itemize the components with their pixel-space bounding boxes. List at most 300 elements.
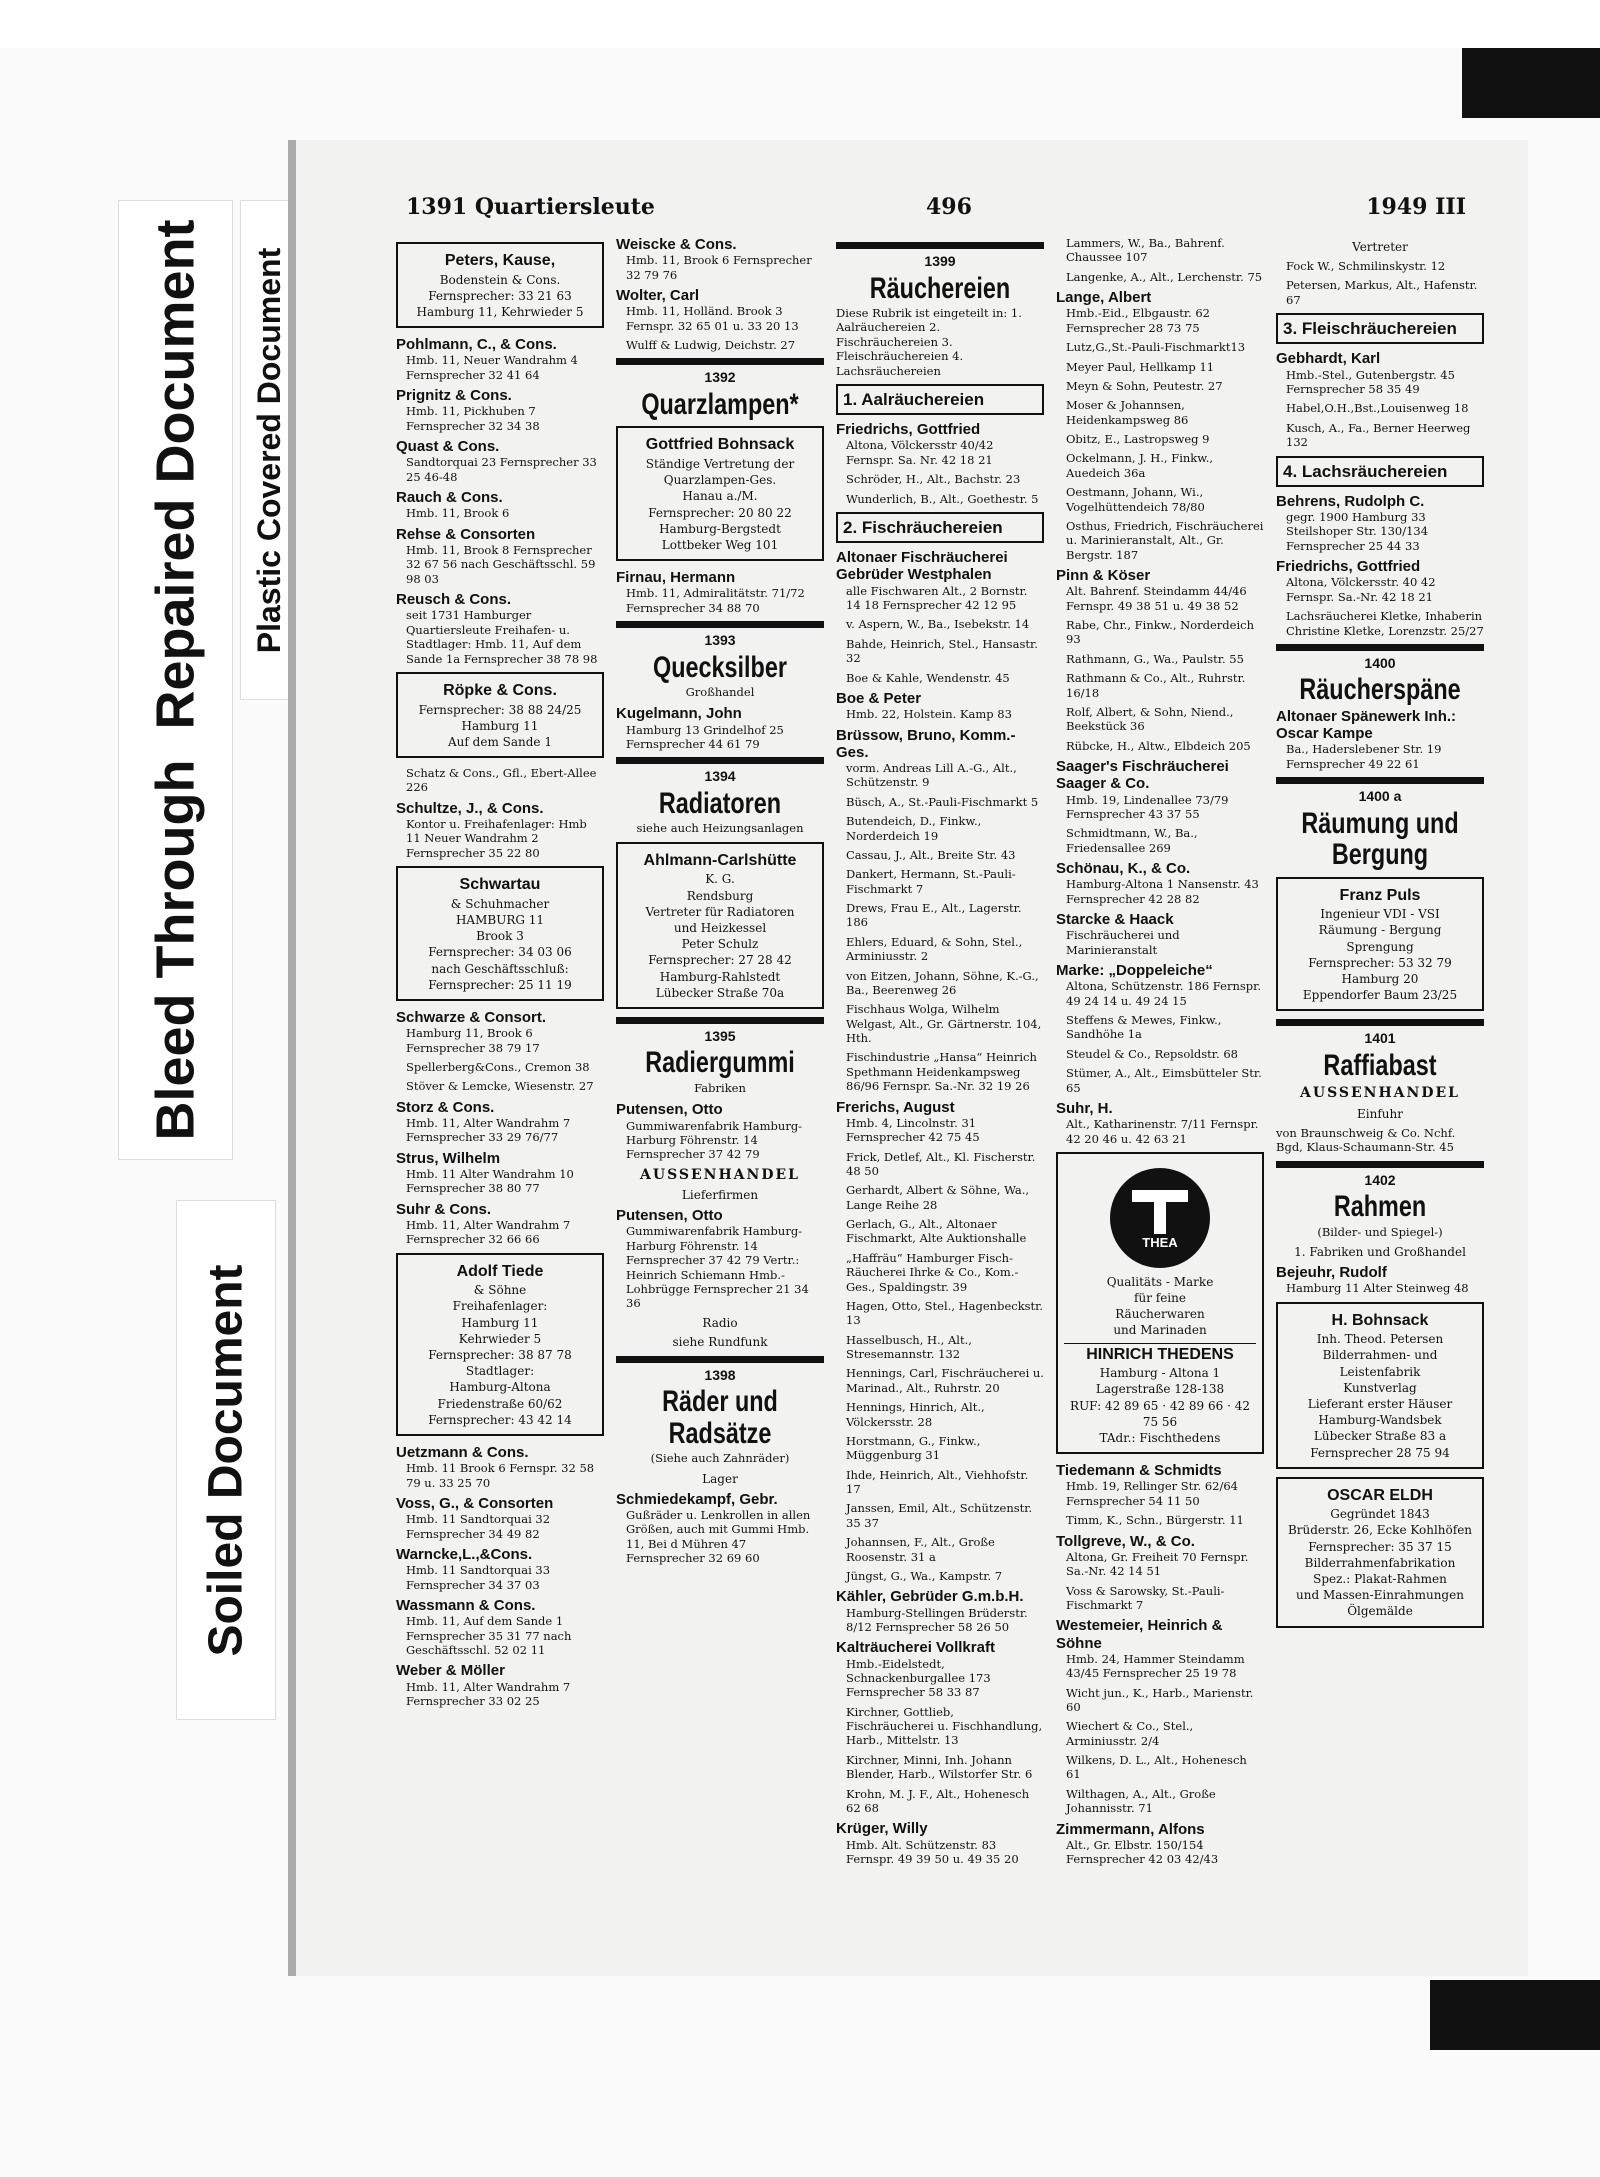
list-item [1276,1264,1484,1296]
advert-box [1276,877,1484,1012]
list-item [396,1546,604,1592]
entry-detail: Boe & Kahle, Wendenstr. 45 [846,670,1010,685]
entry-detail: Wilkens, D. L., Alt., Hohenesch 61 [1066,1753,1247,1782]
list-item [1056,1686,1264,1715]
list-item [836,1002,1044,1045]
entry-name: Reusch & Cons. [396,591,512,609]
entry-detail: Hamburg 11, Brook 6 Fernsprecher 38 79 17 [406,1026,540,1055]
section-number: 1401 [1364,1030,1396,1047]
list-item [396,438,604,484]
list-item [1276,401,1484,415]
advert-line: Ingenieur VDI - VSI [1320,907,1440,922]
advert-line: Hamburg-Bergstedt [659,521,781,536]
label1-text: Bleed Through [145,759,206,1141]
entry-detail: Timm, K., Schn., Bürgerstr. 11 [1066,1513,1244,1528]
entry-detail: Alt., Gr. Elbstr. 150/154 Fernsprecher 42 03 42/43 [1066,1837,1219,1867]
entry-detail: Rabe, Chr., Finkw., Norderdeich 93 [1066,618,1254,647]
advert-line: Fernsprecher: 25 11 19 [428,977,572,992]
list-item [1056,739,1264,753]
entry-detail: Rathmann, G., Wa., Paulstr. 55 [1066,651,1244,666]
entry-name: Boe & Peter [836,689,922,707]
list-item [396,1099,604,1145]
advert-line: Fernsprecher 28 75 94 [1310,1445,1450,1460]
entry-detail: Lammers, W., Ba., Bahrenf. Chaussee 107 [1066,236,1225,265]
entry-name: Altonaer Spänewerk Inh.: Oscar Kampe [1276,707,1457,743]
entry-detail: Ba., Haderslebener Str. 19 Fernsprecher 49 22 61 [1286,742,1442,771]
entry-detail: Hagen, Otto, Stel., Hagenbeckstr. 13 [846,1298,1044,1328]
entry-detail: Altona, Völckersstr 40/42 Fernspr. Sa. Nr. 42 18 21 [846,438,994,467]
entry-detail: Meyn & Sohn, Peutestr. 27 [1066,378,1223,393]
list-item [836,617,1044,631]
label2-text: Repaired Document [145,219,206,730]
thea-address: Hamburg - Altona 1 [1099,1366,1221,1381]
list-item [396,1597,604,1657]
entry-name: Firnau, Hermann [616,569,736,587]
section-title: Quecksilber [653,650,787,684]
entry-detail: Meyer Paul, Hellkamp 11 [1066,359,1215,374]
entry-name: Bejeuhr, Rudolf [1276,1263,1387,1281]
advert-line: Fernsprecher: 34 03 06 [428,945,572,960]
entry-detail: Hmb. 11, Brook 6 [406,506,510,521]
list-item [616,1207,824,1311]
entry-detail: Fischhaus Wolga, Wilhelm Welgast, Alt., Gr. Gärtnerstr. 104, Hth. [846,1002,1042,1045]
einfuhr-label: Einfuhr [1357,1106,1403,1121]
list-item [1056,270,1264,284]
entry-name: Behrens, Rudolph C. [1276,492,1425,510]
entry-name: Kugelmann, John [616,705,742,723]
list-item [1056,1047,1264,1061]
entry-name: Pinn & Köser [1056,567,1151,584]
entry-name: Voss, G., & Consorten [396,1494,554,1512]
subsection-heading: 3. Fleischräuchereien [1276,313,1484,344]
list-item [836,867,1044,896]
thea-line: und Marinaden [1113,1323,1207,1338]
entry-detail: Lutz,G.,St.-Pauli-Fischmarkt13 [1066,340,1246,355]
advert-line: Hanau a./M. [682,489,758,504]
entry-detail: Ehlers, Eduard, & Sohn, Stel., Arminiusstr. 2 [846,934,1023,964]
list-item [1056,826,1264,855]
list-item [396,1079,604,1093]
entry-detail: Horstmann, G., Finkw., Müggenburg 31 [846,1433,981,1463]
list-item [396,591,604,666]
list-item [616,569,824,615]
advert-title: Ahlmann-Carlshütte [643,851,797,869]
entry-detail: Fischräucherei und Marinieranstalt [1066,928,1180,957]
entry-detail: Stümer, A., Alt., Eimsbütteler Str. 65 [1066,1066,1262,1095]
advert-line: Hamburg-Wandsbek [1318,1413,1442,1428]
list-item [1056,705,1264,734]
list-item [1056,652,1264,666]
entry-name: Schultze, J., & Cons. [396,799,544,817]
list-item [1056,1533,1264,1579]
entry-detail: Drews, Frau E., Alt., Lagerstr. 186 [846,901,1022,930]
corner-mark-bottom [1430,1980,1600,2050]
entry-detail: Gerlach, G., Alt., Altonaer Fischmarkt, Alte Auktionshalle [846,1217,1027,1246]
entry-detail: Hmb.-Eidelstedt, Schnackenburgallee 173 Fernsprecher 58 33 87 [846,1656,991,1700]
entry-detail: Johannsen, F., Alt., Große Roosenstr. 31 a [846,1535,995,1564]
entry-name: Schmiedekampf, Gebr. [616,1490,778,1508]
subsection-heading: 4. Lachsräuchereien [1276,456,1484,487]
entry-detail: Alt., Katharinenstr. 7/11 Fernspr. 42 20 46 u. 42 63 21 [1066,1117,1259,1146]
list-item [836,901,1044,930]
advert-line: Fernsprecher: 27 28 42 [648,953,792,968]
advert-line: Peter Schulz [681,937,759,952]
advert-line: Quarzlampen-Ges. [663,473,777,488]
list-item [836,795,1044,809]
logo-stem [1154,1190,1166,1234]
list-item [1056,485,1264,514]
entry-name: Pohlmann, C., & Cons. [396,336,557,354]
entry-detail: Osthus, Friedrich, Fischräucherei u. Marinieranstalt, Alt., Gr. Bergstr. 187 [1066,518,1264,562]
advert-line: HAMBURG 11 [455,912,545,927]
entry-detail: Butendeich, D., Finkw., Norderdeich 19 [846,814,982,843]
advert-title: H. Bohnsack [1331,1311,1429,1329]
section-number: 1393 [704,632,736,649]
advert-line: Fernsprecher: 43 42 14 [428,1412,572,1427]
thea-name: HINRICH THEDENS [1064,1343,1256,1366]
entry-detail: Hmb. 22, Holstein. Kamp 83 [846,707,1012,722]
advert-line: Ölgemälde [1347,1604,1413,1619]
lager-label: Lager [702,1471,738,1486]
column-1 [396,236,604,1956]
section-title: Räuchereien [869,271,1011,305]
section-title: Räucherspäne [1299,673,1461,707]
list-item [1056,1013,1264,1042]
rubric-intro: Diese Rubrik ist eingeteilt in: 1. Aalräuchereien 2. Fischräuchereien 3. Fleischräuchereien 4. Lachsräuchereien [836,306,1022,378]
entry-detail: Kusch, A., Fa., Berner Heerweg 132 [1286,420,1471,450]
entry-detail: Hamburg-Stellingen Brüderstr. 8/12 Fernsprecher 58 26 50 [846,1605,1028,1634]
list-item [836,1333,1044,1362]
entry-detail: Hmb. 24, Hammer Steindamm 43/45 Fernsprecher 25 19 78 [1066,1651,1245,1681]
list-item [616,338,824,352]
entry-detail: Hennings, Carl, Fischräucherei u. Marinad., Alt., Ruhrstr. 20 [846,1366,1044,1395]
thea-telegram: TAdr.: Fischthedens [1099,1430,1221,1445]
list-item [836,1050,1044,1093]
entry-detail: Schatz & Cons., Gfl., Ebert-Allee 226 [406,766,597,795]
list-item [1056,860,1264,906]
list-item [836,1753,1044,1782]
advert-line: & Söhne [473,1283,527,1298]
advert-line: Vertreter für Radiatoren [645,904,795,919]
list-item [836,814,1044,843]
list-item [1056,1584,1264,1613]
entry-detail: Hmb. 19, Rellinger Str. 62/64 Fernsprecher 54 11 50 [1066,1479,1238,1508]
list-item [836,969,1044,998]
entry-detail: Krohn, M. J. F., Alt., Hohenesch 62 68 [846,1786,1030,1815]
advert-line: nach Geschäftsschluß: [431,961,569,976]
advert-line: Kehrwieder 5 [458,1331,542,1346]
advert-line: Lieferant erster Häuser [1307,1396,1453,1411]
entry-detail: Fischindustrie „Hansa“ Heinrich Spethmann Heidenkampsweg 86/96 Fernspr. Sa.-Nr. 32 19 26 [846,1050,1037,1094]
entry-detail: Steffens & Mewes, Finkw., Sandhöhe 1a [1066,1013,1222,1042]
list-item [1056,618,1264,647]
advert-line: & Schuhmacher [450,896,550,911]
advert-line: Hamburg-Altona [449,1380,551,1395]
advert-title: Adolf Tiede [456,1262,544,1280]
advert-box [1276,1477,1484,1628]
advert-line: Gegründet 1843 [1330,1507,1430,1522]
entry-detail: Stöver & Lemcke, Wiesenstr. 27 [406,1079,594,1094]
list-item [616,705,824,751]
thea-phones: RUF: 42 89 65 · 42 89 66 · 42 75 56 [1070,1398,1250,1429]
entry-name: Frerichs, August [836,1098,955,1116]
entry-detail: Rübcke, H., Altw., Elbdeich 205 [1066,738,1251,753]
list-item [396,1444,604,1490]
list-item [1056,1787,1264,1816]
entry-name: Schönau, K., & Co. [1056,860,1191,877]
entry-detail: Gummiwarenfabrik Hamburg-Harburg Föhrenstr. 14 Fernsprecher 37 42 79 Vertr.: Heinrich Schiemann Hmb.-Lohbrügge Fernsprecher 21 34 36 [626,1224,809,1311]
entry-detail: alle Fischwaren Alt., 2 Bornstr. 14 18 Fernsprecher 42 12 95 [846,583,1028,612]
entry-detail: Schmidtmann, W., Ba., Friedensallee 269 [1066,826,1198,855]
section-number: 1400 a [1358,788,1402,805]
entry-detail: Spellerberg&Cons., Cremon 38 [406,1059,590,1074]
entry-detail: Cassau, J., Alt., Breite Str. 43 [846,847,1016,862]
advert-line: Lübecker Straße 70a [655,985,785,1000]
entry-name: Uetzmann & Cons. [396,1443,529,1461]
entry-detail: Voss & Sarowsky, St.-Pauli-Fischmarkt 7 [1066,1583,1225,1612]
entry-name: Saager's Fischräucherei Saager & Co. [1056,758,1229,793]
advert-line: Bilderrahmen- und Leistenfabrik [1322,1348,1438,1379]
list-item [836,421,1044,467]
advert-line: Fernsprecher: 38 87 78 [428,1348,572,1362]
advert-line: Fernsprecher: 53 32 79 [1308,955,1452,970]
section-subtitle: (Siehe auch Zahnräder) [650,1451,790,1466]
list-item [836,492,1044,506]
entry-name: Wolter, Carl [616,287,700,304]
advert-box [616,426,824,561]
entry-name: Altonaer Fischräucherei Gebrüder Westphalen [836,549,1008,584]
entry-detail: Steudel & Co., Repsoldstr. 68 [1066,1046,1238,1061]
entry-detail: Hamburg 11 Alter Steinweg 48 [1286,1281,1469,1296]
entry-name: Tiedemann & Schmidts [1056,1462,1222,1480]
entry-detail: Kirchner, Minni, Inh. Johann Blender, Harb., Wilstorfer Str. 6 [846,1752,1033,1782]
entry-detail: von Eitzen, Johann, Söhne, K.-G., Ba., Beerenweg 26 [846,968,1039,997]
entry-detail: Wunderlich, B., Alt., Goethestr. 5 [846,491,1039,506]
list-item [1056,962,1264,1008]
section-title: Raffiabast [1323,1048,1437,1082]
advert-box [1276,1302,1484,1469]
entry-detail: Rathmann & Co., Alt., Ruhrstr. 16/18 [1066,671,1246,700]
entry-detail: Hmb. 11, Alter Wandrahm 7 Fernsprecher 33 02 25 [406,1679,571,1708]
fabriken-label: 1. Fabriken und Großhandel [1294,1244,1466,1259]
list-item [1276,421,1484,450]
entry-name: Friedrichs, Gottfried [836,421,981,439]
list-item [396,336,604,382]
section-rule [616,358,824,365]
entry-detail: Wilthagen, A., Alt., Große Johannisstr. 71 [1066,1786,1216,1816]
list-item [1056,567,1264,613]
entry-name: Lange, Albert [1056,289,1152,307]
page-header [406,194,1466,224]
thea-address: Lagerstraße 128-138 [1095,1382,1225,1397]
entry-detail: Hmb. 11 Alter Wandrahm 10 Fernsprecher 38 80 77 [406,1166,574,1196]
list-item [1056,289,1264,335]
advert-title: Gottfried Bohnsack [645,436,795,454]
logo-text: THEA [1142,1234,1178,1250]
list-item [836,1468,1044,1497]
entry-detail: Wulff & Ludwig, Deichstr. 27 [626,338,796,352]
entry-detail: Gerhardt, Albert & Söhne, Wa., Lange Reihe 28 [846,1183,1030,1212]
list-item [1056,379,1264,393]
list-item [1056,671,1264,700]
entry-name: Starcke & Haack [1056,911,1174,928]
list-item [836,1217,1044,1246]
entry-detail: Hmb. 4, Lincolnstr. 31 Fernsprecher 42 75 45 [846,1115,980,1145]
entry-detail: Janssen, Emil, Alt., Schützenstr. 35 37 [846,1501,1033,1530]
entry-detail: Wiechert & Co., Stel., Arminiusstr. 2/4 [1066,1719,1194,1748]
entry-detail: Hennings, Hinrich, Alt., Völckersstr. 28 [846,1400,985,1429]
list-item [1056,236,1264,265]
advert-line: Ständige Vertretung der [645,456,795,471]
list-item [836,1639,1044,1699]
advert-line: K. G. [705,872,735,887]
entry-name: Suhr & Cons. [396,1200,492,1218]
entry-name: Schwarze & Consort. [396,1008,547,1026]
advert-box [396,1253,604,1436]
advert-line: Stadtlager: [465,1364,535,1379]
entry-name: Putensen, Otto [616,1207,723,1225]
corner-mark-top [1462,48,1600,118]
entry-name: Kalträucherei Vollkraft [836,1639,995,1657]
list-item [836,1251,1044,1294]
list-item [1056,1719,1264,1748]
entry-detail: gegr. 1900 Hamburg 33 Steilshoper Str. 130/134 Fernsprecher 25 44 33 [1286,510,1429,553]
section-title: Räumung und Bergung [1301,806,1459,872]
advert-line: Fernsprecher: 35 37 15 [1308,1539,1452,1554]
entry-detail: Jüngst, G., Wa., Kampstr. 7 [846,1568,1003,1583]
entry-detail: Büsch, A., St.-Pauli-Fischmarkt 5 [846,794,1039,809]
entry-detail: „Haffräu“ Hamburger Fisch-Räucherei Ihrke & Co., Kom.-Ges., Spaldingstr. 39 [846,1250,1019,1294]
entry-detail: Ockelmann, J. H., Finkw., Auedeich 36a [1066,451,1214,480]
entry-detail: Kontor u. Freihafenlager: Hmb 11 Neuer Wandrahm 2 Fernsprecher 35 22 80 [406,817,587,860]
entry-name: Warncke,L.,&Cons. [396,1545,533,1563]
label-bleed-through-repaired [118,200,233,1160]
entry-detail: Hmb. 19, Lindenallee 73/79 Fernsprecher 43 37 55 [1066,792,1229,821]
advert-box [396,242,604,328]
list-item [836,690,1044,722]
advert-box [616,842,824,1009]
entry-name: Rehse & Consorten [396,525,536,543]
section-title: Quarzlampen* [641,387,799,421]
list-item [836,1787,1044,1816]
section-rule [836,242,1044,249]
advert-line: Spez.: Plakat-Rahmen [1313,1572,1447,1587]
advert-title: Schwartau [459,876,541,894]
entry-detail: vorm. Andreas Lill A.-G., Alt., Schützenstr. 9 [846,761,1017,790]
section-title: Radiatoren [658,786,782,820]
aussenhandel-heading: AUSSENHANDEL [640,1166,800,1183]
entry-detail: Obitz, E., Lastropsweg 9 [1066,432,1210,446]
list-item [836,1434,1044,1463]
list-item [836,1820,1044,1866]
section-rule [1276,1161,1484,1168]
list-item [1056,432,1264,446]
entry-detail: Rolf, Albert, & Sohn, Niend., Beekstück 36 [1066,704,1234,734]
list-item [396,526,604,586]
list-item [1056,1462,1264,1508]
header-left: 1391 Quartiersleute [406,194,655,220]
list-item [1056,758,1264,821]
entry-detail: Gußräder u. Lenkrollen in allen Größen, auch mit Gummi Hmb. 11, Bei d Mühren 47 Fernsprecher 32 69 60 [626,1507,811,1565]
list-item [396,1201,604,1247]
header-center: 496 [926,194,972,220]
section-subtitle: (Bilder- und Spiegel-) [1317,1224,1443,1239]
advert-line: Bodenstein & Cons. [439,272,561,287]
advert-line: Inh. Theod. Petersen [1316,1332,1444,1347]
advert-line: Eppendorfer Baum 23/25 [1302,988,1458,1003]
list-item [1056,451,1264,480]
list-item [836,1501,1044,1530]
entry-name: Marke: „Doppeleiche“ [1056,962,1213,979]
list-item [396,387,604,433]
entry-detail: Hasselbusch, H., Alt., Stresemannstr. 132 [846,1332,972,1361]
list-item [1056,519,1264,562]
list-item [616,236,824,282]
advert-line: Hamburg 11 [461,718,539,733]
vertreter-label: Vertreter [1352,240,1408,254]
label-soiled [176,1200,276,1720]
section-title: Rahmen [1333,1190,1427,1224]
list-item [396,489,604,521]
lieferfirmen-label: Lieferfirmen [681,1188,759,1203]
advert-line: Rendsburg [686,888,754,903]
entry-detail: Hmb. 11, Auf dem Sande 1 Fernsprecher 35 31 77 nach Geschäftsschl. 52 02 11 [406,1614,572,1657]
list-item [1276,708,1484,771]
advert-line: Sprengung [1346,939,1414,954]
section-rule [616,621,824,628]
entry-name: Rauch & Cons. [396,489,503,507]
advert-line: und Heizkessel [673,921,767,935]
list-item [396,1150,604,1196]
entry-name: Brüssow, Bruno, Komm.-Ges. [836,726,1016,761]
advert-line: Brüderstr. 26, Ecke Kohlhöfen [1287,1523,1473,1538]
list-item [1276,558,1484,604]
column-2 [616,236,824,1956]
entry-detail: Hmb. 11, Brook 8 Fernsprecher 32 67 56 nach Geschäftsschl. 59 98 03 [406,543,596,586]
entry-name: Westemeier, Heinrich & Söhne [1056,1617,1223,1652]
label-text-bleed [145,219,207,1140]
thea-logo-icon [1110,1168,1210,1268]
entry-detail: Hmb. 11, Holländ. Brook 3 Fernspr. 32 65 01 u. 33 20 13 [626,304,799,333]
list-item [1056,1066,1264,1095]
entry-name: Tollgreve, W., & Co. [1056,1532,1195,1550]
list-item [836,1569,1044,1583]
entry-detail: Moser & Johannsen, Heidenkampsweg 86 [1066,398,1189,427]
entry-detail: Hmb. 11, Alter Wandrahm 7 Fernsprecher 33 29 76/77 [406,1115,571,1145]
label3-text: Plastic Covered Document [251,247,288,653]
advert-box [396,672,604,758]
entry-name: Friedrichs, Gottfried [1276,558,1421,576]
entry-detail: Hmb. 11, Admiralitätstr. 71/72 Fernsprecher 34 88 70 [626,586,805,615]
entry-detail: Frick, Detlef, Alt., Kl. Fischerstr. 48 50 [846,1149,1036,1178]
section-number: 1399 [924,253,956,269]
column-3 [836,236,1044,1956]
header-right: 1949 III [1366,194,1466,220]
column-5 [1276,236,1484,1956]
entry-name: Kähler, Gebrüder G.m.b.H. [836,1588,1024,1606]
advert-line: und Massen-Einrahmungen [1296,1588,1464,1603]
section-number: 1398 [704,1366,736,1383]
advert-line: Auf dem Sande 1 [448,734,552,749]
list-item [1056,1100,1264,1146]
radio-reference: siehe Rundfunk [672,1334,768,1349]
entry-detail: Hmb. 11 Brook 6 Fernspr. 32 58 79 u. 33 25 70 [406,1461,595,1490]
entry-name: Weiscke & Cons. [616,236,737,253]
entry-name: Wassmann & Cons. [396,1596,536,1614]
section-rule [616,1017,824,1024]
advert-line: Räumung - Bergung [1318,923,1442,938]
entry-name: Quast & Cons. [396,438,500,456]
